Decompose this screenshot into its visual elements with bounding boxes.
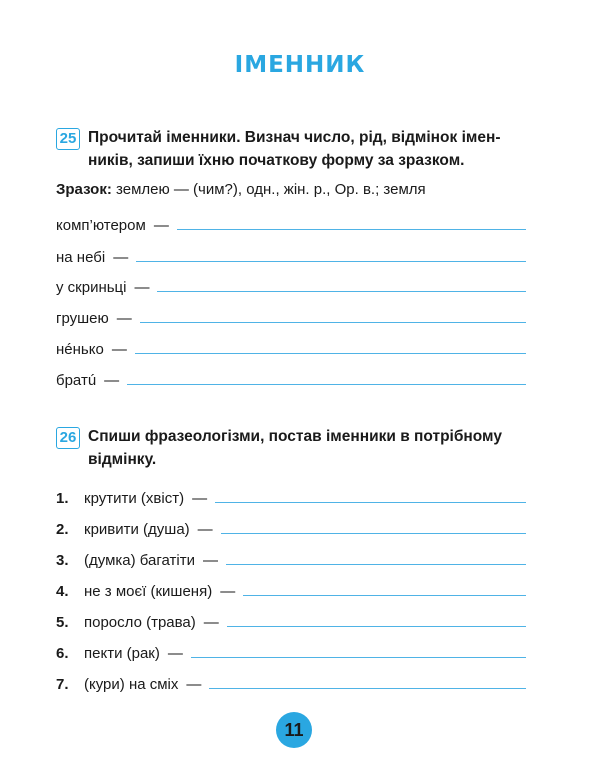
item-number: 4.: [56, 583, 69, 600]
dash: —: [104, 372, 120, 389]
answer-row: [56, 547, 526, 569]
dash: —: [220, 583, 236, 600]
item-number: 1.: [56, 490, 69, 507]
task-instruction-line: відмінку.: [88, 451, 157, 468]
task-instruction-line: ників, запиши їхню початкову форму за зразком.: [88, 152, 465, 169]
dash: —: [197, 521, 213, 538]
answer-row: [56, 274, 526, 296]
item-number: 7.: [56, 676, 69, 693]
phrase-label: (думка) багатіти: [84, 552, 195, 569]
phrase-label: крутити (хвіст): [84, 490, 185, 507]
dash: —: [167, 645, 183, 662]
item-number: 2.: [56, 521, 69, 538]
dash: —: [203, 614, 219, 631]
answer-line[interactable]: [226, 564, 526, 565]
page-number-badge: 11: [276, 712, 312, 748]
dash: —: [116, 310, 132, 327]
answer-row: [56, 640, 526, 662]
example-line: [56, 181, 426, 198]
answer-line[interactable]: [209, 688, 526, 689]
word-label: нéнько: [56, 341, 104, 358]
answer-row: [56, 244, 526, 266]
word-label: братú: [56, 372, 97, 389]
answer-row: [56, 516, 526, 538]
word-label: на небі: [56, 249, 106, 266]
item-number: 3.: [56, 552, 69, 569]
task-instruction-line: Спиши фразеологізми, постав іменники в потрібному: [88, 428, 502, 445]
example-label: Зразок:: [56, 181, 112, 198]
dash: —: [111, 341, 127, 358]
answer-line[interactable]: [191, 657, 526, 658]
answer-line[interactable]: [177, 229, 526, 230]
task-number-badge: 25: [56, 128, 80, 150]
word-label: у скриньці: [56, 279, 127, 296]
task-number-badge: 26: [56, 427, 80, 449]
answer-line[interactable]: [135, 353, 526, 354]
answer-row: [56, 367, 526, 389]
answer-row: [56, 609, 526, 631]
example-text: землею — (чим?), одн., жін. р., Ор. в.; земля: [111, 181, 426, 198]
answer-row: [56, 671, 526, 693]
answer-line[interactable]: [127, 384, 526, 385]
item-number: 6.: [56, 645, 69, 662]
phrase-label: кривити (душа): [84, 521, 190, 538]
word-label: комп’ютером: [56, 217, 146, 234]
answer-line[interactable]: [140, 322, 526, 323]
phrase-label: не з моєї (кишеня): [84, 583, 213, 600]
answer-row: [56, 485, 526, 507]
answer-line[interactable]: [157, 291, 526, 292]
phrase-label: пекти (рак): [84, 645, 160, 662]
dash: —: [153, 217, 169, 234]
answer-line[interactable]: [243, 595, 526, 596]
dash: —: [186, 676, 202, 693]
answer-line[interactable]: [136, 261, 526, 262]
answer-row: [56, 578, 526, 600]
phrase-label: поросло (трава): [84, 614, 196, 631]
answer-line[interactable]: [221, 533, 526, 534]
dash: —: [134, 279, 150, 296]
item-number: 5.: [56, 614, 69, 631]
word-label: грушею: [56, 310, 109, 327]
answer-line[interactable]: [227, 626, 526, 627]
answer-line[interactable]: [215, 502, 526, 503]
answer-row: [56, 305, 526, 327]
dash: —: [192, 490, 208, 507]
answer-row: [56, 336, 526, 358]
page-title: ІМЕННИК: [234, 52, 366, 78]
dash: —: [202, 552, 218, 569]
dash: —: [113, 249, 129, 266]
answer-row: [56, 212, 526, 234]
phrase-label: (кури) на сміх: [84, 676, 179, 693]
task-instruction-line: Прочитай іменники. Визнач число, рід, відмінок імен-: [88, 129, 501, 146]
